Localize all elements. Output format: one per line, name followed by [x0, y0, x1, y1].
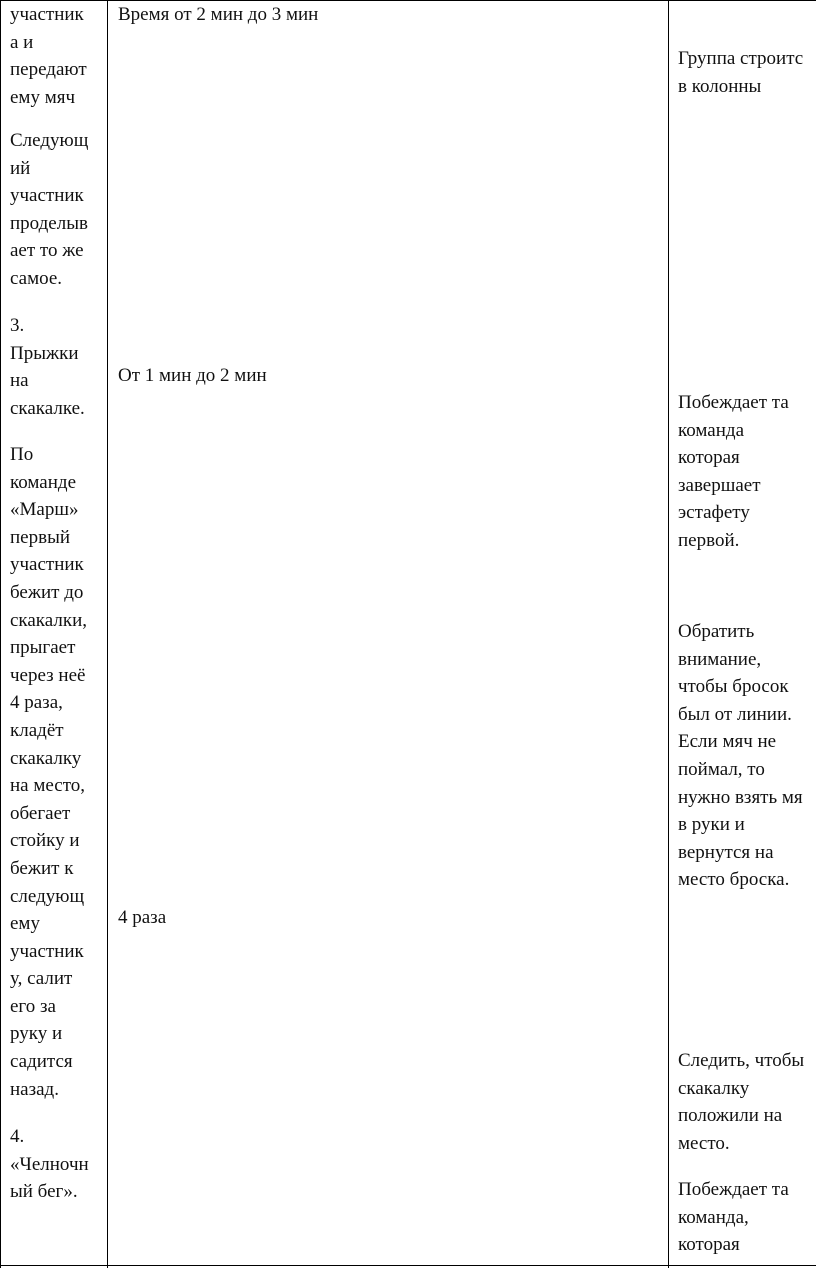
- notes-column: [678, 0, 816, 1268]
- exercise-title-jump-rope: 3. Прыжки на скакалке.: [10, 315, 85, 419]
- exercise-text-pass-ball: участник а и передают ему мяч: [10, 4, 87, 108]
- note-group-lines-up: Группа строитс в колонны: [678, 48, 804, 97]
- note-winner-first-finish: Побеждает та команда которая завершает эстафету первой.: [678, 392, 789, 551]
- note-throw-from-line: Обратить внимание, чтобы бросок был от линии. Если мяч не поймал, то нужно взять мя в руки и вернутся на место броска.: [678, 621, 803, 891]
- note-rope-put-back: Следить, чтобы скакалку положили на место.: [678, 1050, 805, 1154]
- column-divider-1: [107, 0, 108, 1268]
- exercise-text-jump-rope-rules: По команде «Марш» первый участник бежит до скакалки, прыгает через неё 4 раза, кладёт скакалку на место, обегает стойку и бежит к следующ ему участник у, салит его за руку и садится назад.: [10, 444, 87, 1100]
- exercise-description-column: [10, 0, 106, 1268]
- exercise-text-next-participant: Следующ ий участник проделыв ает то же самое.: [10, 130, 89, 289]
- dosage-time-2-3-min: Время от 2 мин до 3 мин: [118, 4, 319, 25]
- column-divider-2: [668, 0, 669, 1268]
- dosage-time-1-2-min: От 1 мин до 2 мин: [118, 365, 267, 386]
- exercise-title-shuttle-run: 4. «Челночн ый бег».: [10, 1126, 89, 1203]
- note-winner-team: Побеждает та команда, которая: [678, 1179, 789, 1256]
- table-left-border: [0, 0, 1, 1268]
- dosage-4-times: 4 раза: [118, 907, 167, 928]
- dosage-column: [118, 0, 658, 1268]
